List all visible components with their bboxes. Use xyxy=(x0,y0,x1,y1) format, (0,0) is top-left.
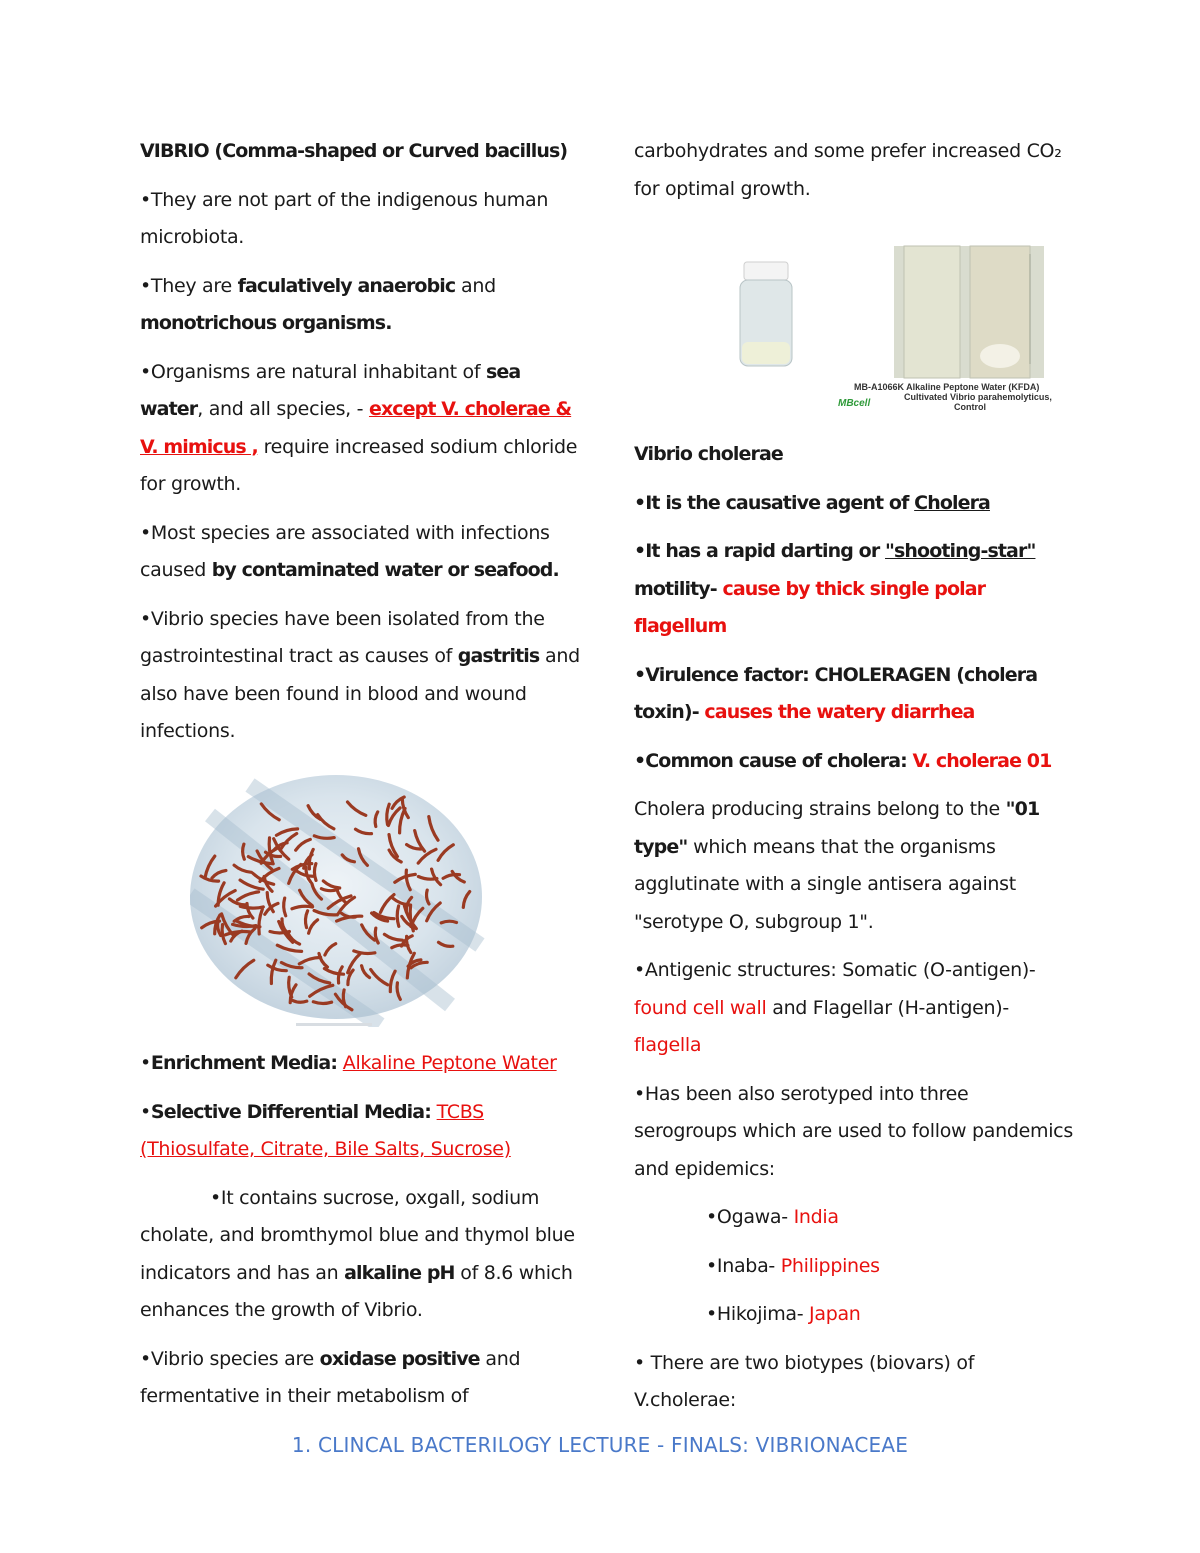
bullet-tcbs-contents: • It contains sucrose, oxgall, sodium cholate, and bromthymol blue and thymol blue indicators and has an alkaline pH of 8.6 which enhances the growth of Vibrio. xyxy=(140,1180,580,1330)
serogroup-inaba: • Inaba- Philippines xyxy=(634,1248,1074,1286)
serogroup-hikojima: • Hikojima- Japan xyxy=(634,1296,1074,1334)
bullet-indigenous: • They are not part of the indigenous human microbiota. xyxy=(140,182,580,257)
bullet-motility: • It has a rapid darting or "shooting-star" motility- cause by thick single polar flagellum xyxy=(634,533,1074,646)
vibrio-cell xyxy=(397,906,399,926)
bullet-common-cause: • Common cause of cholera: V. cholerae 01 xyxy=(634,743,1074,781)
bullet-infections: • Most species are associated with infections caused by contaminated water or seafood. xyxy=(140,515,580,590)
image-caption-line3: Control xyxy=(954,402,986,412)
right-column-top xyxy=(634,133,1074,219)
bullet-virulence-factor: • Virulence factor: CHOLERAGEN (cholera toxin)- causes the watery diarrhea xyxy=(634,657,1074,732)
vibrio-cell xyxy=(441,921,456,923)
bottle-image xyxy=(740,262,792,366)
bullet-antigenic-structures: • Antigenic structures: Somatic (O-antigen)- found cell wall and Flagellar (H-antigen)- flagella xyxy=(634,952,1074,1065)
vibrio-cell xyxy=(313,1002,331,1004)
right-column-main xyxy=(634,436,1074,1431)
bullet-biotypes: • There are two biotypes (biovars) of V.cholerae: xyxy=(634,1345,1074,1420)
vibrio-cell xyxy=(293,1000,307,1002)
left-column-lower xyxy=(140,1045,580,1427)
bullet-serogroups: • Has been also serotyped into three serogroups which are used to follow pandemics and epidemics: xyxy=(634,1076,1074,1189)
carbohydrates-paragraph: carbohydrates and some prefer increased CO₂ for optimal growth. xyxy=(634,140,1062,200)
left-column xyxy=(140,133,580,762)
serogroup-ogawa: • Ogawa- India xyxy=(634,1199,1074,1237)
culture-tubes-image xyxy=(894,246,1044,378)
vibrio-cell xyxy=(314,864,316,881)
vibrio-cell xyxy=(243,844,245,859)
page-footer: 1. CLINCAL BACTERILOGY LECTURE - FINALS: VIBRIONACEAE xyxy=(291,1433,909,1457)
bullet-oxidase: • Vibrio species are oxidase positive and fermentative in their metabolism of xyxy=(140,1341,580,1416)
bullet-causative-agent: • It is the causative agent of Cholera xyxy=(634,485,1074,523)
bullet-enrichment-media: • Enrichment Media: Alkaline Peptone Water xyxy=(140,1045,580,1083)
image-caption-line2: Cultivated Vibrio parahemolyticus, xyxy=(904,392,1052,402)
section-title-vibrio: VIBRIO (Comma-shaped or Curved bacillus) xyxy=(140,140,568,162)
bullet-anaerobic: • They are faculatively anaerobic and monotrichous organisms. xyxy=(140,268,580,343)
bullet-selective-media: • Selective Differential Media: TCBS (Thiosulfate, Citrate, Bile Salts, Sucrose) xyxy=(140,1094,580,1169)
image-caption-line1: MB-A1066K Alkaline Peptone Water (KFDA) xyxy=(854,382,1040,392)
bullet-sea-water: • Organisms are natural inhabitant of sea water, and all species, - except V. cholerae & V. mimicus , require increased sodium chloride for growth. xyxy=(140,354,580,504)
vibrio-micrograph-image xyxy=(190,775,486,1027)
peptone-water-image xyxy=(734,244,1066,416)
serotype-paragraph: Cholera producing strains belong to the "01 type" which means that the organisms agglutinate with a single antisera against "serotype O, subgroup 1". xyxy=(634,798,1040,933)
vibrio-cell xyxy=(240,906,263,908)
bullet-gastritis: • Vibrio species have been isolated from the gastrointestinal tract as causes of gastritis and also have been found in blood and wound infections. xyxy=(140,601,580,751)
section-title-vibrio-cholerae: Vibrio cholerae xyxy=(634,443,783,465)
mbcell-logo: MBcell xyxy=(838,398,871,409)
